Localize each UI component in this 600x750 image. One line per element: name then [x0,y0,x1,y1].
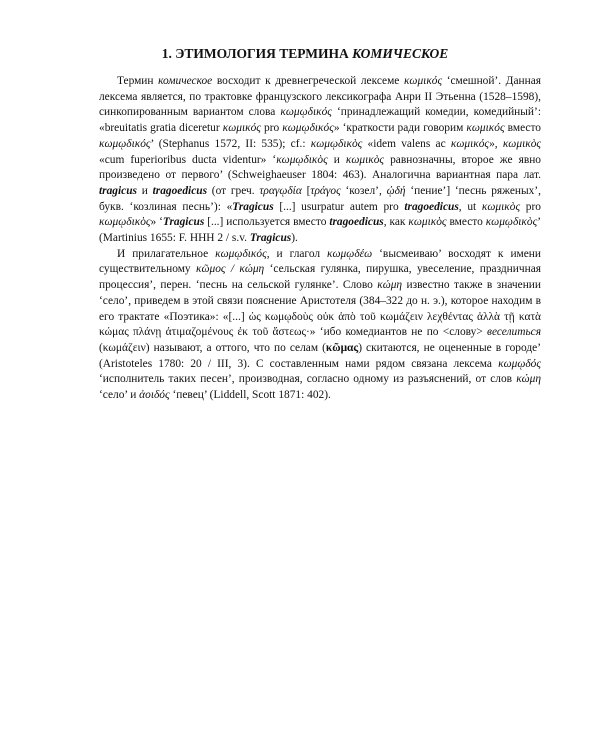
text-run: И прилагательное [117,247,216,260]
text-run: и [327,153,346,166]
text-run: ‘смешной’. Данная лексема является, по трактовке французского лексикографа Анри II Этьенна (1528–1598), синкопированным вариантом слова [99,75,541,119]
emphasized-term: κωμῳδικός [215,247,267,260]
emphasized-term: ἀοιδός [139,389,170,402]
emphasized-term: τράγος [310,184,341,197]
emphasized-term: tragoedicus [152,184,208,197]
emphasized-term: κωμῳδικὸς [310,137,363,150]
text-run: ‘принадлежащий комедии, комедийный’: «breuitatis gratia diceretur [99,106,541,135]
paragraph-1 [99,74,541,247]
text-run: ‘сельская гулянка, пирушка, увеселение, праздничная процессия’, перен. ‘песнь на сельской гулянке’. Слово [99,263,541,292]
heading-prefix: 1. ЭТИМОЛОГИЯ ТЕРМИНА [161,46,353,61]
emphasized-term: κωμικὸς [481,200,521,213]
heading-italic-term: КОМИЧЕСКОЕ [352,46,449,61]
emphasized-term: tragicus [99,184,137,197]
text-run: ‘высмеиваю’ восходят к имени существительному [99,247,541,276]
emphasized-term: κωμικός [466,122,505,135]
text-run: [...] используется вместо [204,216,330,229]
text-run: (κωμάζειν) называют, а оттого, что по селам ( [99,341,326,354]
text-run: » ‘ [150,216,163,229]
text-run: «idem valens ac [362,137,451,150]
text-run: ‘село’ и [99,389,140,402]
emphasized-term: κωμῳδικὸς [99,216,151,229]
emphasized-term: κώμη [516,373,541,386]
text-run: [...] usurpatur autem pro [273,200,405,213]
text-run: pro [260,122,283,135]
text-run: ‘певец’ (Liddell, Scott 1871: 402). [169,389,331,402]
text-run: [ [301,184,311,197]
emphasized-term: tragoedicus [329,216,384,229]
emphasized-term: κωμῳδικός [282,122,334,135]
text-run: , как [383,216,409,229]
text-run: Термин [117,75,159,87]
emphasized-term: κωμικός [450,137,490,150]
text-run: восходит к древнегреческой лексеме [212,75,404,87]
text-run: известно также в значении ‘село’, приведем в этой связи пояснение Аристотеля (384–322 до н. э.), которое находим в его трактате «Поэтика»: «[...] ὡς κωμῳδοὺς οὐκ ἀπὸ τοῦ κωμάζειν λεχθέντας ἀλλὰ τῇ κατὰ κώμας πλάνῃ ἀτιμαζομένους ἐκ τοῦ ἄστεως·» ‘ибо комедиантов не по <слову> [99,279,541,339]
text-run: ’ (Martinius 1655: F. HHH 2 / s.v. [99,216,542,245]
emphasized-term: комическое [158,75,213,87]
emphasized-term: κῶμας [325,341,359,354]
emphasized-term: κωμικὸς [408,216,447,229]
text-run: pro [520,200,541,213]
emphasized-term: κώμη [377,279,403,292]
emphasized-term: κωμικὸς [502,137,542,150]
emphasized-term: Tragicus [232,200,274,213]
emphasized-term: tragoedicus [404,200,459,213]
text-run: вместо [446,216,486,229]
emphasized-term: κωμικός [222,122,261,135]
paragraph-2 [99,247,541,404]
text-run: , ut [458,200,482,213]
emphasized-term: κωμῳδικὸς [276,153,328,166]
emphasized-term: κωμῳδικός [99,137,151,150]
text-run: », [489,137,503,150]
text-run: вместо [504,122,541,135]
text-run: ’ (Stephanus 1572, II: 535); cf.: [150,137,311,150]
emphasized-term: веселиться [487,326,541,339]
emphasized-term: ᾠδή [386,184,406,197]
emphasized-term: κωμῳδός [498,357,541,370]
text-run: равнозначны, второе же явно произведено от первого’ (Schweighaeuser 1804: 463). Аналогична вариантная пара лат. [99,153,541,182]
text-run: ). [291,232,298,245]
text-run: » ‘краткости ради говорим [333,122,467,135]
emphasized-term: κωμῳδικός [280,106,332,119]
emphasized-term: κωμικός [403,75,443,87]
emphasized-term: κωμικὸς [345,153,385,166]
text-run: «cum fuperioribus ducta videntur» ‘ [99,153,277,166]
text-run: ) скитаются, не оцененные в городе’ (Aristoteles 1780: 20 / III, 3). С составленным нами рядом связана лексема [99,341,541,370]
emphasized-term: κωμῳδικὸς [485,216,538,229]
emphasized-term: κῶμος / κώμη [195,263,265,276]
text-run: , и глагол [266,247,328,260]
emphasized-term: τραγῳδία [259,184,302,197]
section-heading [70,46,540,62]
text-run: ‘пение’] ‘песнь ряженых’, букв. ‘козлиная песнь’): « [99,184,541,213]
text-run: ‘исполнитель таких песен’, производная, согласно одному из разъяснений, от слов [99,373,517,386]
body-text [99,74,541,404]
emphasized-term: κωμῳδέω [327,247,373,260]
emphasized-term: Tragicus [249,232,292,245]
text-run: и [136,184,153,197]
emphasized-term: Tragicus [162,216,205,229]
text-run: (от греч. [207,184,260,197]
text-run: ‘козел’, [340,184,387,197]
